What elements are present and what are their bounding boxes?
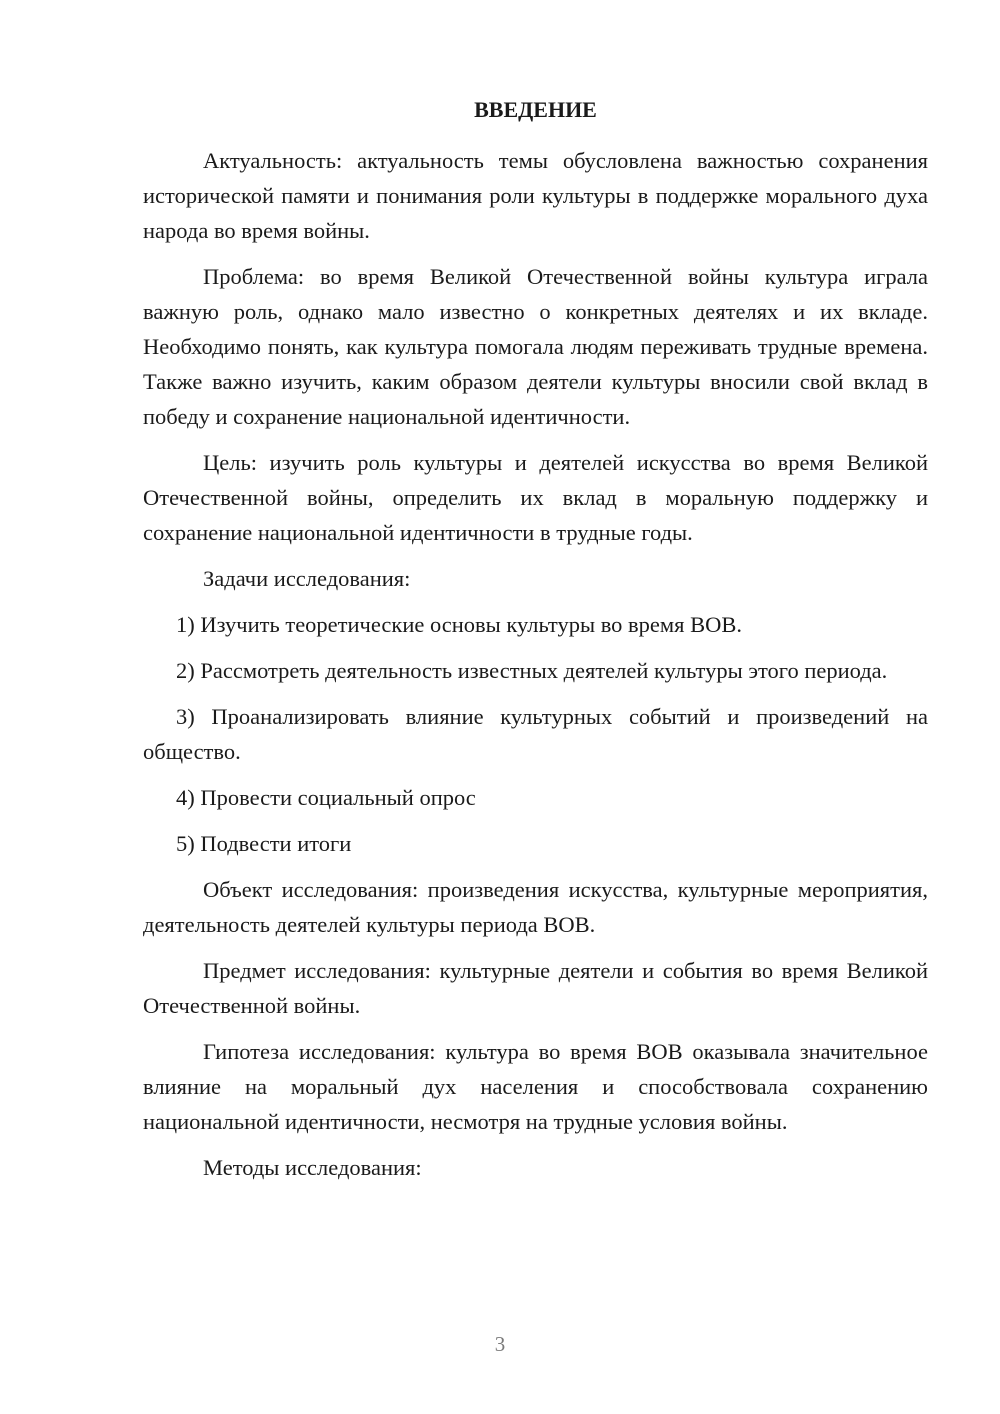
problem-paragraph: Проблема: во время Великой Отечественной войны культура играла важную роль, однако мало известно о конкретных деятелях и их вкладе. Необходимо понять, как культура помогала людям переживать трудные времена. Также важно изучить, каким образом деятели культуры вносили свой вклад в победу и сохранение национальной идентичности. [143,264,928,429]
goal-paragraph: Цель: изучить роль культуры и деятелей искусства во время Великой Отечественной войны, определить их вклад в моральную поддержку и сохранение национальной идентичности в трудные годы. [143,450,928,545]
object-paragraph: Объект исследования: произведения искусства, культурные мероприятия, деятельность деятелей культуры периода ВОВ. [143,877,928,937]
task-item: 5) Подвести итоги [176,831,352,856]
document-page [143,94,928,1196]
tasks-title: Задачи исследования: [203,566,411,591]
relevance-paragraph: Актуальность: актуальность темы обусловлена важностью сохранения исторической памяти и понимания роли культуры в поддержке морального духа народа во время войны. [143,148,928,243]
task-item: 1) Изучить теоретические основы культуры во время ВОВ. [176,612,743,637]
methods-title: Методы исследования: [203,1155,422,1180]
task-item: 3) Проанализировать влияние культурных событий и произведений на общество. [143,704,928,764]
section-heading: ВВЕДЕНИЕ [474,97,597,122]
task-item: 2) Рассмотреть деятельность известных деятелей культуры этого периода. [176,658,888,683]
hypothesis-paragraph: Гипотеза исследования: культура во время ВОВ оказывала значительное влияние на моральный дух населения и способствовала сохранению национальной идентичности, несмотря на трудные условия войны. [143,1039,928,1134]
page-number: 3 [494,1332,506,1356]
task-item: 4) Провести социальный опрос [176,785,476,810]
subject-paragraph: Предмет исследования: культурные деятели и события во время Великой Отечественной войны. [143,958,928,1018]
